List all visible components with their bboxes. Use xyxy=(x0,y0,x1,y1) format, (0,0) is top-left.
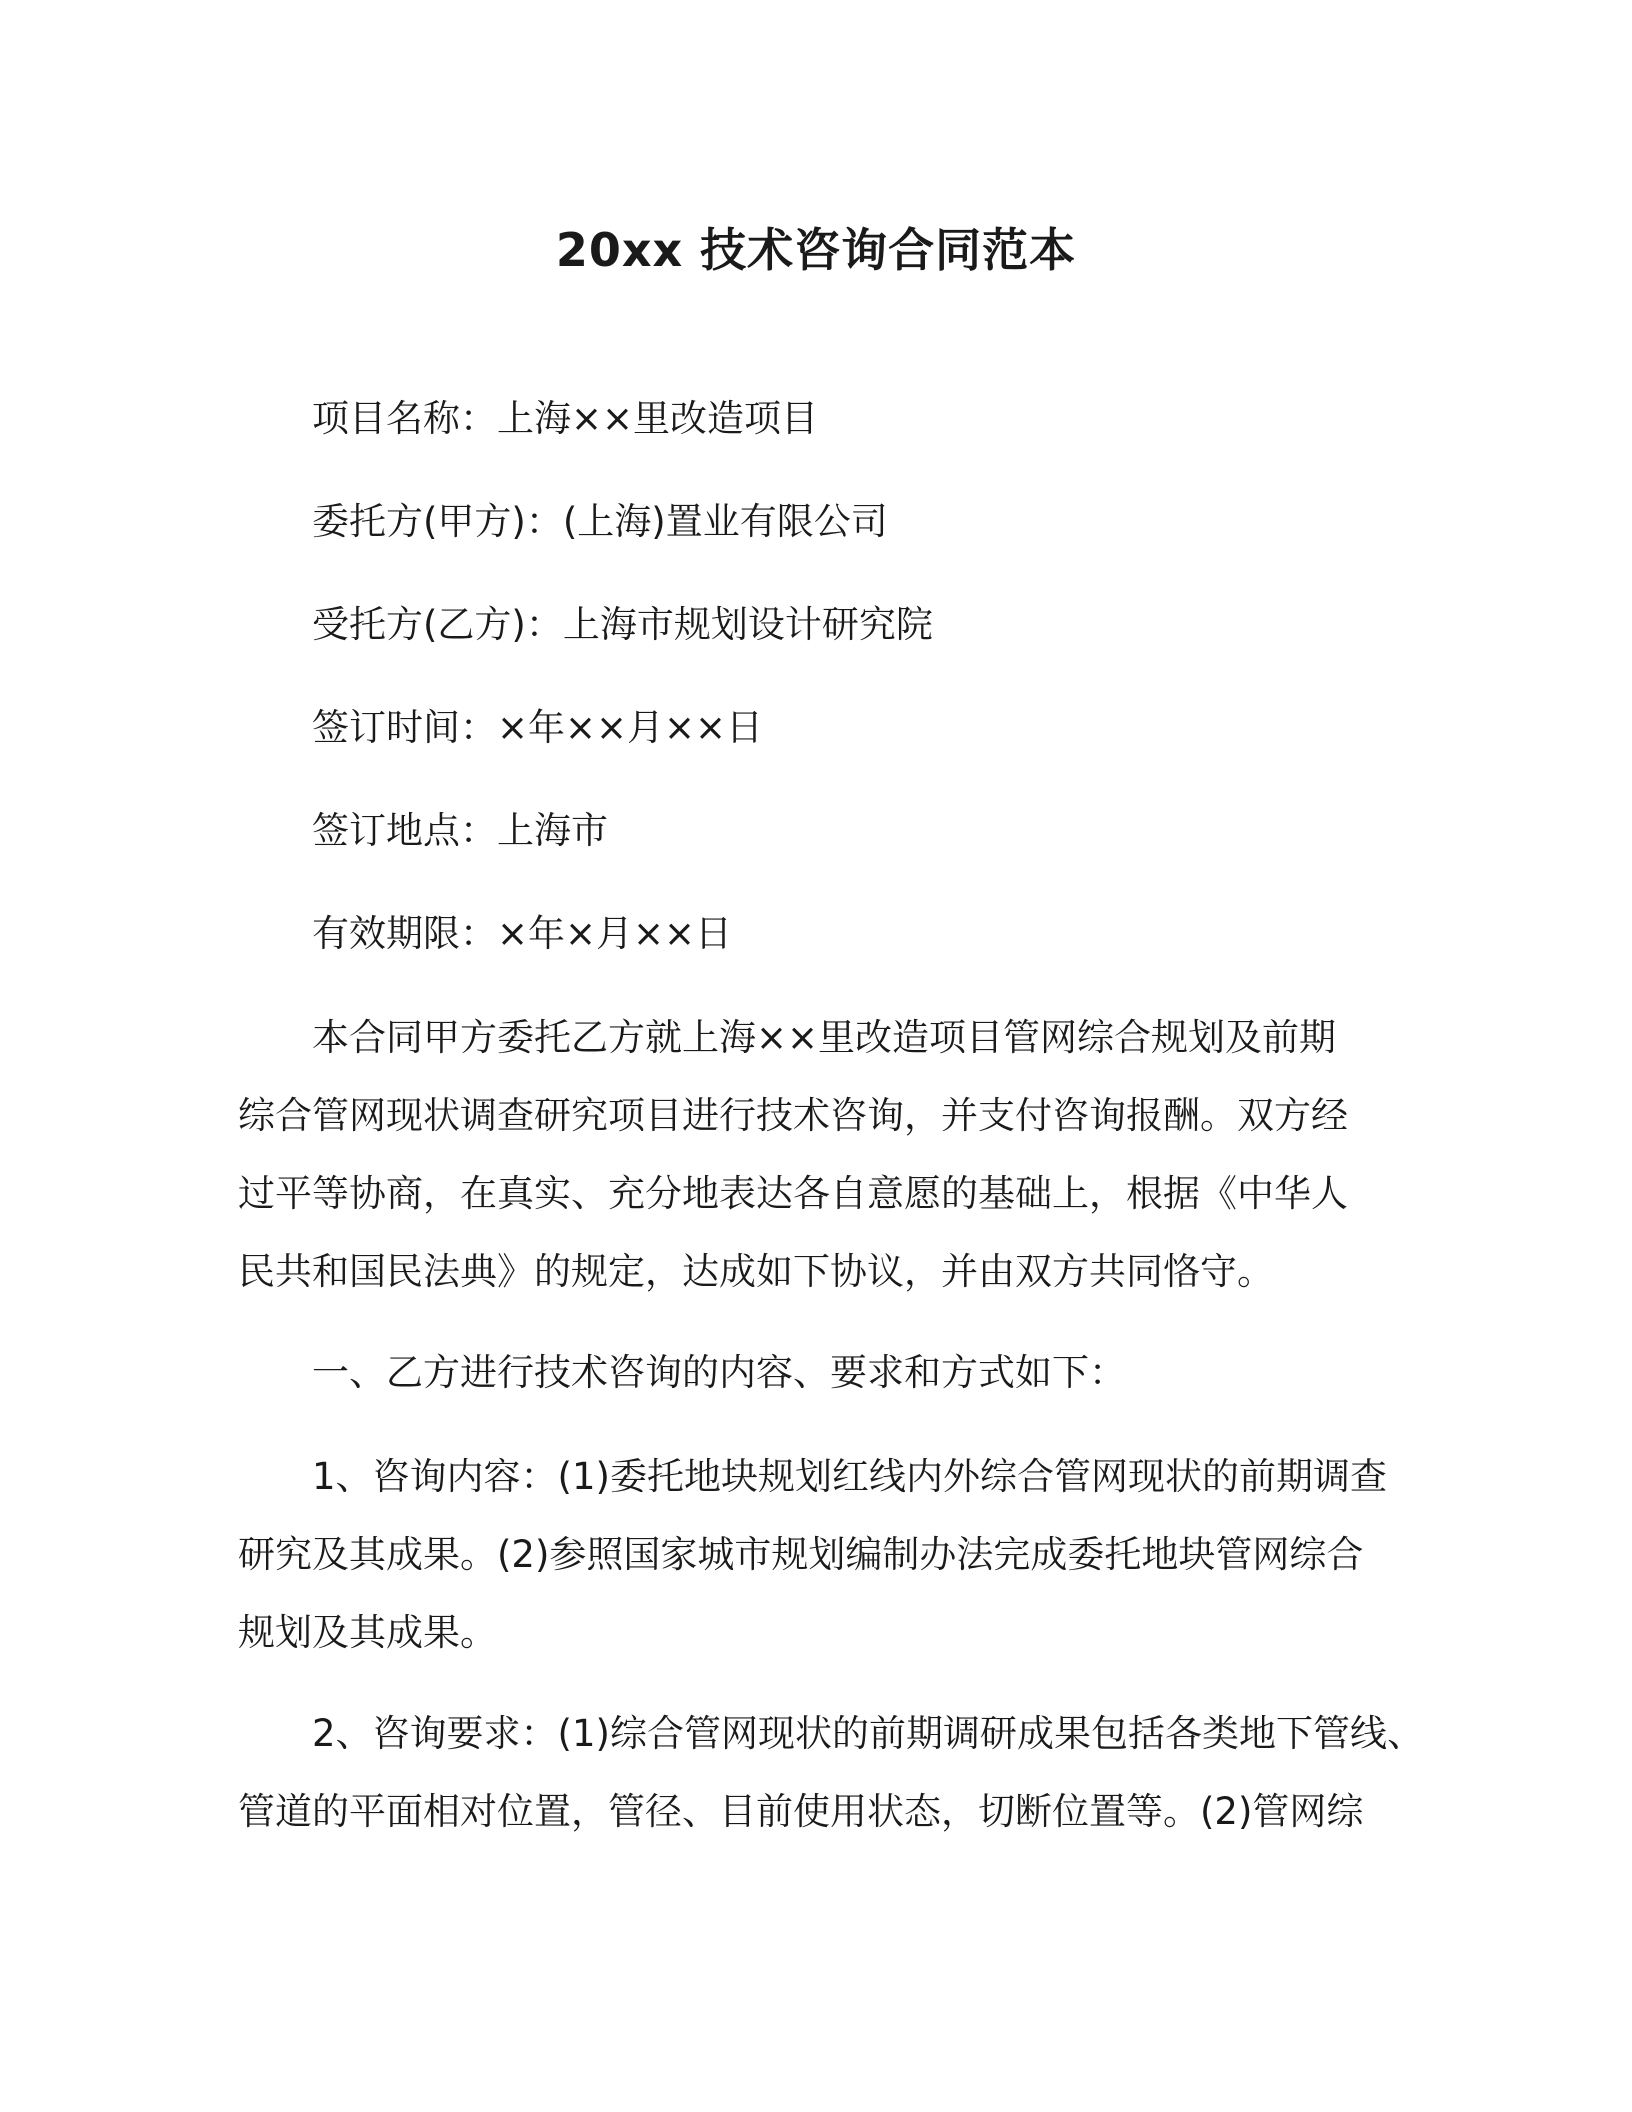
signing-place-field: 签订地点：上海市 xyxy=(312,809,608,852)
project-name-field: 项目名称：上海××里改造项目 xyxy=(312,397,819,440)
item-1-line: 研究及其成果。(2)参照国家城市规划编制办法完成委托地块管网综合 xyxy=(238,1533,1364,1576)
preamble-line: 本合同甲方委托乙方就上海××里改造项目管网综合规划及前期 xyxy=(312,1016,1337,1059)
item-1-line: 1、咨询内容：(1)委托地块规划红线内外综合管网现状的前期调查 xyxy=(312,1455,1387,1498)
item-2-line: 管道的平面相对位置，管径、目前使用状态，切断位置等。(2)管网综 xyxy=(238,1790,1364,1833)
contractor-party-b-field: 受托方(乙方)：上海市规划设计研究院 xyxy=(312,603,933,646)
signing-date-field: 签订时间：×年××月××日 xyxy=(312,706,764,749)
item-1-paragraph xyxy=(238,1453,1398,1687)
section-heading-text: 一、乙方进行技术咨询的内容、要求和方式如下： xyxy=(312,1351,1126,1394)
item-2-line: 2、咨询要求：(1)综合管网现状的前期调研成果包括各类地下管线、 xyxy=(312,1712,1424,1755)
document-title: 20xx 技术咨询合同范本 xyxy=(555,223,1077,277)
item-1-line: 规划及其成果。 xyxy=(238,1611,497,1654)
item-2-paragraph xyxy=(238,1710,1424,1866)
preamble-line: 过平等协商，在真实、充分地表达各自意愿的基础上，根据《中华人 xyxy=(238,1172,1348,1215)
preamble-paragraph xyxy=(238,1014,1398,1326)
preamble-line: 综合管网现状调查研究项目进行技术咨询，并支付咨询报酬。双方经 xyxy=(238,1094,1348,1137)
validity-period-field: 有效期限：×年×月××日 xyxy=(312,912,733,955)
section-heading xyxy=(238,1349,1398,1427)
preamble-line: 民共和国民法典》的规定，达成如下协议，并由双方共同恪守。 xyxy=(238,1250,1274,1293)
client-party-a-field: 委托方(甲方)：(上海)置业有限公司 xyxy=(312,500,888,543)
